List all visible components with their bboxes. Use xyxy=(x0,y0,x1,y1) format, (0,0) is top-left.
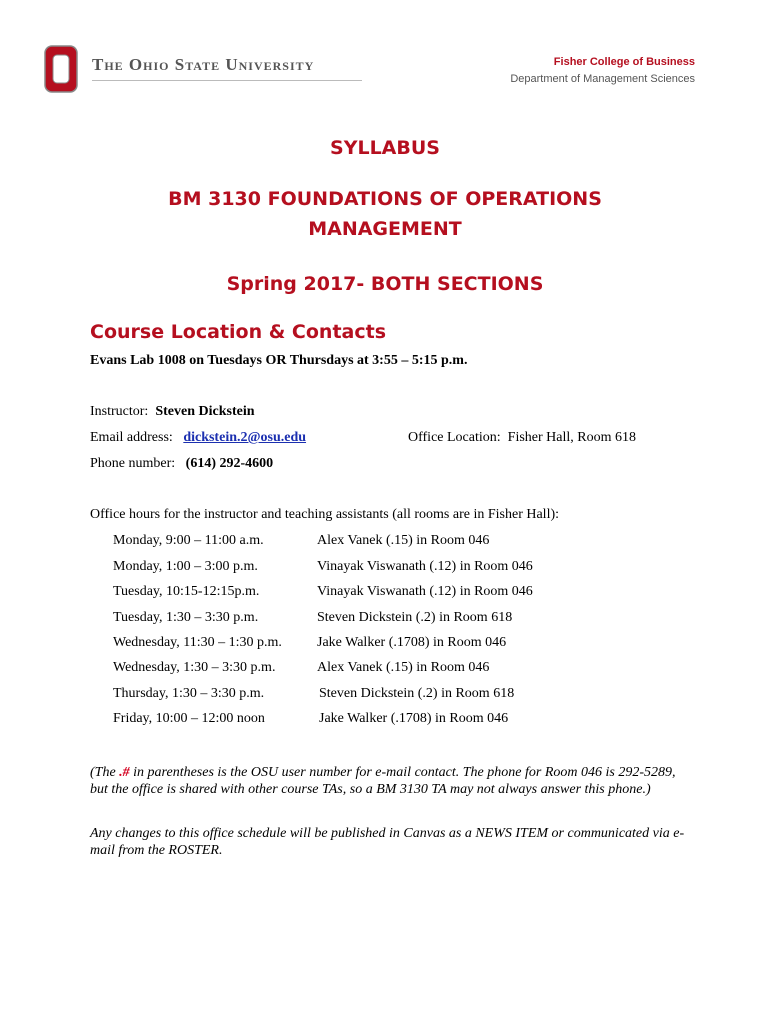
phone-label: Phone number: xyxy=(90,456,176,471)
university-name: The Ohio State University xyxy=(92,55,315,74)
office-hours-day: Tuesday, 1:30 – 3:30 p.m. xyxy=(113,610,259,625)
office-hours-person: Steven Dickstein (.2) in Room 618 xyxy=(319,686,515,701)
user-number-note xyxy=(90,764,690,798)
office-hours-intro: Office hours for the instructor and teaching assistants (all rooms are in Fisher Hall): xyxy=(90,507,560,522)
email-line xyxy=(90,430,306,446)
office-hours-day: Monday, 9:00 – 11:00 a.m. xyxy=(113,533,264,548)
office-hours-day: Wednesday, 11:30 – 1:30 p.m. xyxy=(113,635,282,650)
office-hours-day: Wednesday, 1:30 – 3:30 p.m. xyxy=(113,660,276,675)
phone-line xyxy=(90,456,273,472)
office-line xyxy=(408,430,636,446)
note1-hash: .# xyxy=(119,765,130,780)
location-heading: Course Location & Contacts xyxy=(90,321,387,343)
email-link[interactable]: dickstein.2@osu.edu xyxy=(183,430,307,445)
office-hours-person: Jake Walker (.1708) in Room 046 xyxy=(319,711,509,726)
college-name: Fisher College of Business xyxy=(553,56,695,68)
office-hours-person: Steven Dickstein (.2) in Room 618 xyxy=(317,610,513,625)
department-name: Department of Management Sciences xyxy=(510,73,695,85)
office-location: Fisher Hall, Room 618 xyxy=(507,430,636,445)
course-title xyxy=(0,184,770,244)
office-hours-person: Alex Vanek (.15) in Room 046 xyxy=(317,660,490,675)
instructor-label: Instructor: xyxy=(90,404,149,419)
course-title-line2: MANAGEMENT xyxy=(308,218,462,240)
osu-block-o-logo xyxy=(44,45,78,93)
header-divider xyxy=(92,80,362,81)
location-line: Evans Lab 1008 on Tuesdays OR Thursdays at 3:55 – 5:15 p.m. xyxy=(90,353,468,368)
phone-number: (614) 292-4600 xyxy=(185,456,274,471)
note1-prefix: (The xyxy=(90,765,120,780)
instructor-name: Steven Dickstein xyxy=(155,404,255,419)
office-hours-person: Jake Walker (.1708) in Room 046 xyxy=(317,635,507,650)
term-title: Spring 2017- BOTH SECTIONS xyxy=(226,273,544,295)
office-hours-day: Tuesday, 10:15-12:15p.m. xyxy=(113,584,260,599)
course-title-line1: BM 3130 FOUNDATIONS OF OPERATIONS xyxy=(168,188,602,210)
office-hours-day: Monday, 1:00 – 3:00 p.m. xyxy=(113,559,258,574)
office-label: Office Location: xyxy=(408,430,501,445)
instructor-line xyxy=(90,404,255,420)
office-hours-day: Thursday, 1:30 – 3:30 p.m. xyxy=(113,686,265,701)
syllabus-title: SYLLABUS xyxy=(330,137,440,159)
office-hours-person: Vinayak Viswanath (.12) in Room 046 xyxy=(317,584,533,599)
office-hours-person: Alex Vanek (.15) in Room 046 xyxy=(317,533,490,548)
email-label: Email address: xyxy=(90,430,173,445)
office-hours-person: Vinayak Viswanath (.12) in Room 046 xyxy=(317,559,533,574)
schedule-changes-note: Any changes to this office schedule will be published in Canvas as a NEWS ITEM or communicated via e-mail from the ROSTER. xyxy=(90,826,685,858)
note1-body: in parentheses is the OSU user number for e-mail contact. The phone for Room 046 is 292-5289, but the office is shared with other course TAs, so a BM 3130 TA may not always answer this phone.) xyxy=(90,765,676,797)
office-hours-day: Friday, 10:00 – 12:00 noon xyxy=(113,711,265,726)
